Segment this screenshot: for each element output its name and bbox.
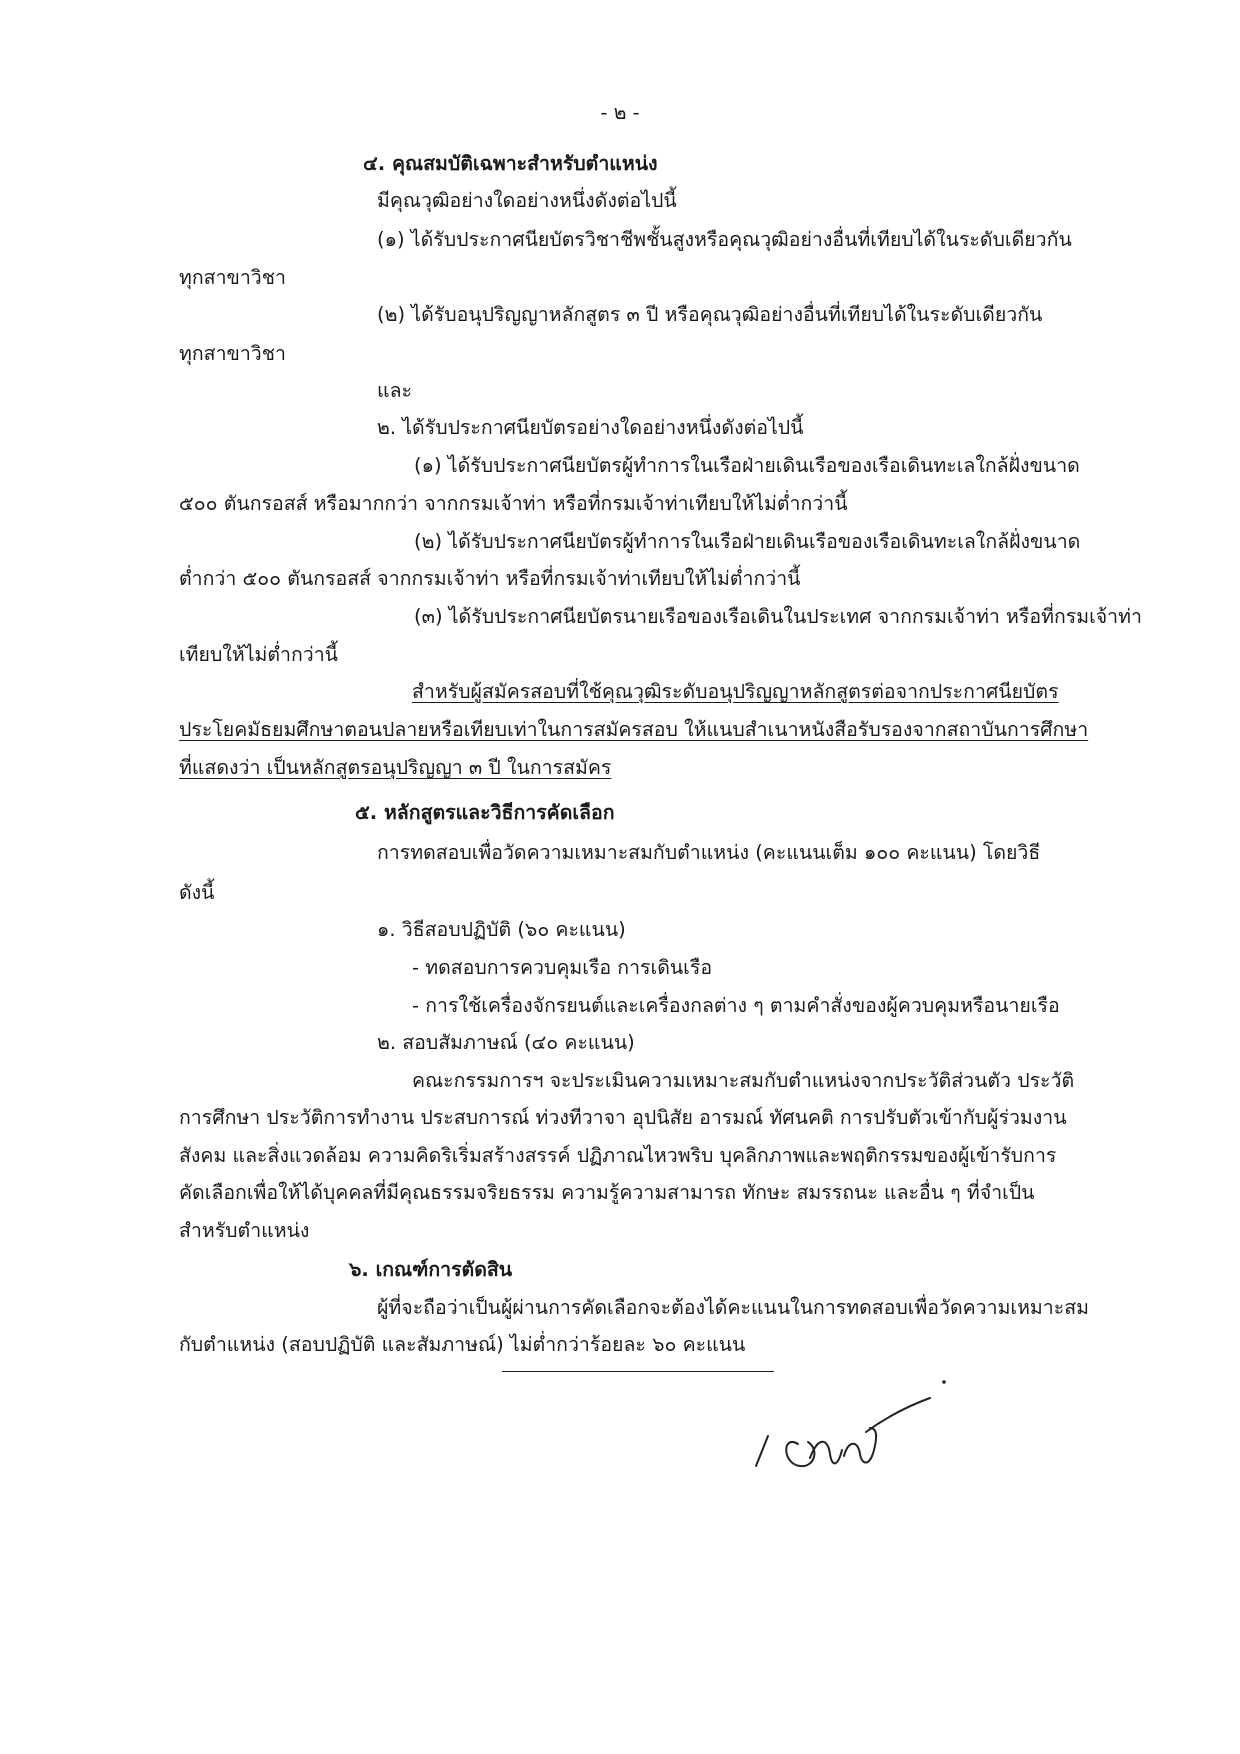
qualification-1-line-2: ทุกสาขาวิชา [179,266,286,289]
practical-test-item-2: - การใช้เครื่องจักรยนต์และเครื่องกลต่าง ๆ ตามคำสั่งของผู้ควบคุมหรือนายเรือ [412,994,1060,1017]
certificate-heading: ๒. ได้รับประกาศนียบัตรอย่างใดอย่างหนึ่งดังต่อไปนี้ [377,416,804,439]
and-conjunction: และ [377,379,412,402]
section-4-intro: มีคุณวุฒิอย่างใดอย่างหนึ่งดังต่อไปนี้ [377,189,677,212]
practical-test-item-1: - ทดสอบการควบคุมเรือ การเดินเรือ [412,956,713,979]
certificate-3-line-1: (๓) ได้รับประกาศนียบัตรนายเรือของเรือเดินในประเทศ จากกรมเจ้าท่า หรือที่กรมเจ้าท่า [414,605,1142,628]
end-rule [502,1371,774,1372]
section-6-line-1: ผู้ที่จะถือว่าเป็นผู้ผ่านการคัดเลือกจะต้องได้คะแนนในการทดสอบเพื่อวัดความเหมาะสม [377,1296,1089,1319]
section-5-intro-line-2: ดังนี้ [179,881,215,904]
certificate-1-line-2: ๕๐๐ ตันกรอสส์ หรือมากกว่า จากกรมเจ้าท่า หรือที่กรมเจ้าท่าเทียบให้ไม่ต่ำกว่านี้ [179,492,848,515]
interview-line-2: การศึกษา ประวัติการทำงาน ประสบการณ์ ท่วงทีวาจา อุปนิสัย อารมณ์ ทัศนคติ การปรับตัวเข้ากับผู้ร่วมงาน [179,1106,1067,1129]
note-line-2: ประโยคมัธยมศึกษาตอนปลายหรือเทียบเท่าในการสมัครสอบ ให้แนบสำเนาหนังสือรับรองจากสถาบันการศึกษา [179,718,1089,741]
note-line-1: สำหรับผู้สมัครสอบที่ใช้คุณวุฒิระดับอนุปริญญาหลักสูตรต่อจากประกาศนียบัตร [412,680,1059,703]
certificate-3-line-2: เทียบให้ไม่ต่ำกว่านี้ [179,643,339,666]
section-5-intro-line-1: การทดสอบเพื่อวัดความเหมาะสมกับตำแหน่ง (คะแนนเต็ม ๑๐๐ คะแนน) โดยวิธี [377,841,1041,864]
section-4-heading: ๔. คุณสมบัติเฉพาะสำหรับตำแหน่ง [363,152,658,175]
certificate-2-line-2: ต่ำกว่า ๕๐๐ ตันกรอสส์ จากกรมเจ้าท่า หรือที่กรมเจ้าท่าเทียบให้ไม่ต่ำกว่านี้ [179,567,801,590]
note-line-3: ที่แสดงว่า เป็นหลักสูตรอนุปริญญา ๓ ปี ในการสมัคร [179,756,612,779]
interview-line-1: คณะกรรมการฯ จะประเมินความเหมาะสมกับตำแหน่งจากประวัติส่วนตัว ประวัติ [412,1069,1075,1092]
interview-line-3: สังคม และสิ่งแวดล้อม ความคิดริเริ่มสร้างสรรค์ ปฏิภาณไหวพริบ บุคลิกภาพและพฤติกรรมของผู้เข้ารับการ [179,1144,1057,1167]
page-number: - ๒ - [600,101,640,124]
qualification-2-line-2: ทุกสาขาวิชา [179,342,286,365]
signature-icon [748,1376,948,1476]
qualification-1-line-1: (๑) ได้รับประกาศนียบัตรวิชาชีพชั้นสูงหรือคุณวุฒิอย่างอื่นที่เทียบได้ในระดับเดียวกัน [377,228,1072,251]
section-5-heading: ๕. หลักสูตรและวิธีการคัดเลือก [355,801,615,824]
certificate-2-line-1: (๒) ได้รับประกาศนียบัตรผู้ทำการในเรือฝ่ายเดินเรือของเรือเดินทะเลใกล้ฝั่งขนาด [414,530,1081,553]
section-6-heading: ๖. เกณฑ์การตัดสิน [349,1258,513,1281]
section-6-line-2: กับตำแหน่ง (สอบปฏิบัติ และสัมภาษณ์) ไม่ต่ำกว่าร้อยละ ๖๐ คะแนน [179,1333,746,1356]
certificate-1-line-1: (๑) ได้รับประกาศนียบัตรผู้ทำการในเรือฝ่ายเดินเรือของเรือเดินทะเลใกล้ฝั่งขนาด [414,454,1080,477]
qualification-2-line-1: (๒) ได้รับอนุปริญญาหลักสูตร ๓ ปี หรือคุณวุฒิอย่างอื่นที่เทียบได้ในระดับเดียวกัน [377,303,1043,326]
interview-line-4: คัดเลือกเพื่อให้ได้บุคคลที่มีคุณธรรมจริยธรรม ความรู้ความสามารถ ทักษะ สมรรถนะ และอื่น ๆ ที่จำเป็น [179,1181,1035,1204]
interview-line-5: สำหรับตำแหน่ง [179,1219,310,1242]
interview-heading: ๒. สอบสัมภาษณ์ (๔๐ คะแนน) [377,1031,635,1054]
practical-test-heading: ๑. วิธีสอบปฏิบัติ (๖๐ คะแนน) [377,918,626,941]
